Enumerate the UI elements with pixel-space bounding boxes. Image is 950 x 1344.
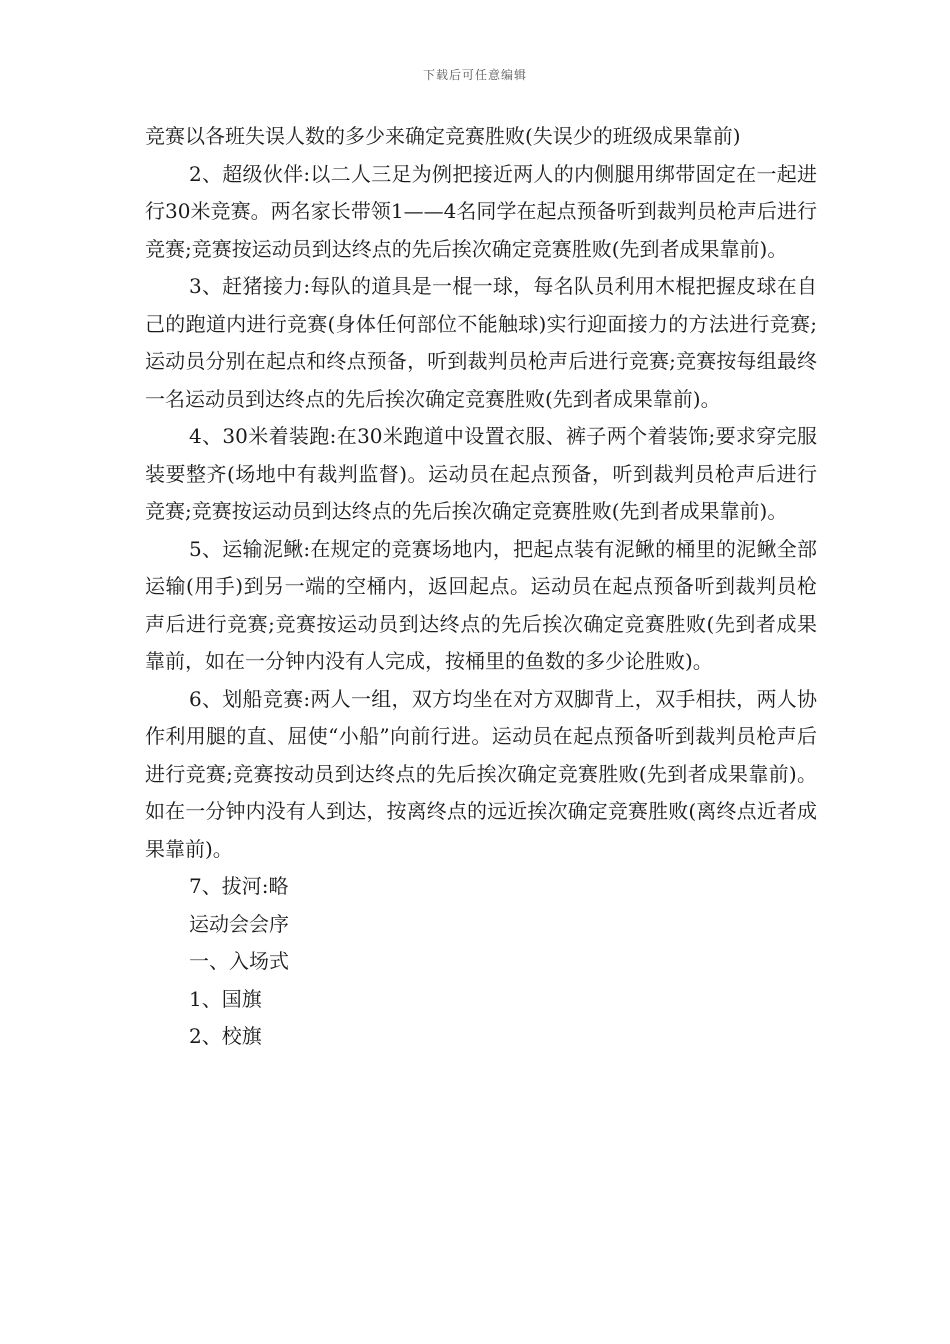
paragraph-item-7: 7、拔河:略 [189,874,289,898]
paragraph-item-4: 4、30米着装跑:在30米跑道中设置衣服、裤子两个着装饰;要求穿完服装要整齐(场地中有裁判监督)。运动员在起点预备，听到裁判员枪声后进行竞赛;竞赛按运动员到达终点的先后挨次确定竞赛胜败(先到者成果靠前)。 [145,424,817,523]
subsection-title: 一、入场式 [189,949,289,973]
paragraph-item-5: 5、运输泥鳅:在规定的竞赛场地内，把起点装有泥鳅的桶里的泥鳅全部运输(用手)到另一端的空桶内，返回起点。运动员在起点预备听到裁判员枪声后进行竞赛;竞赛按运动员到达终点的先后挨次确定竞赛胜败(先到者成果靠前，如在一分钟内没有人完成，按桶里的鱼数的多少论胜败)。 [145,536,817,673]
list-item: 1、国旗 [189,986,262,1011]
paragraph-continuation: 竞赛以各班失误人数的多少来确定竞赛胜败(失误少的班级成果靠前) [145,124,741,148]
document-body [145,118,817,1056]
paragraph-item-3: 3、赶猪接力:每队的道具是一棍一球，每名队员利用木棍把握皮球在自己的跑道内进行竞赛(身体任何部位不能触球)实行迎面接力的方法进行竞赛;运动员分别在起点和终点预备，听到裁判员枪声后进行竞赛;竞赛按每组最终一名运动员到达终点的先后挨次确定竞赛胜败(先到者成果靠前)。 [145,274,817,411]
list-item: 2、校旗 [189,1024,262,1048]
page-header: 下载后可任意编辑 [422,68,527,82]
paragraph-item-6: 6、划船竞赛:两人一组，双方均坐在对方双脚背上，双手相扶，两人协作利用腿的直、屈使“小船”向前行进。运动员在起点预备听到裁判员枪声后进行竞赛;竞赛按动员到达终点的先后挨次确定竞赛胜败(先到者成果靠前)。如在一分钟内没有人到达，按离终点的远近挨次确定竞赛胜败(离终点近者成果靠前)。 [145,686,817,861]
paragraph-item-2: 2、超级伙伴:以二人三足为例把接近两人的内侧腿用绑带固定在一起进行30米竞赛。两名家长带领1——4名同学在起点预备听到裁判员枪声后进行竞赛;竞赛按运动员到达终点的先后挨次确定竞赛胜败(先到者成果靠前)。 [145,161,817,261]
section-title: 运动会会序 [189,911,289,936]
